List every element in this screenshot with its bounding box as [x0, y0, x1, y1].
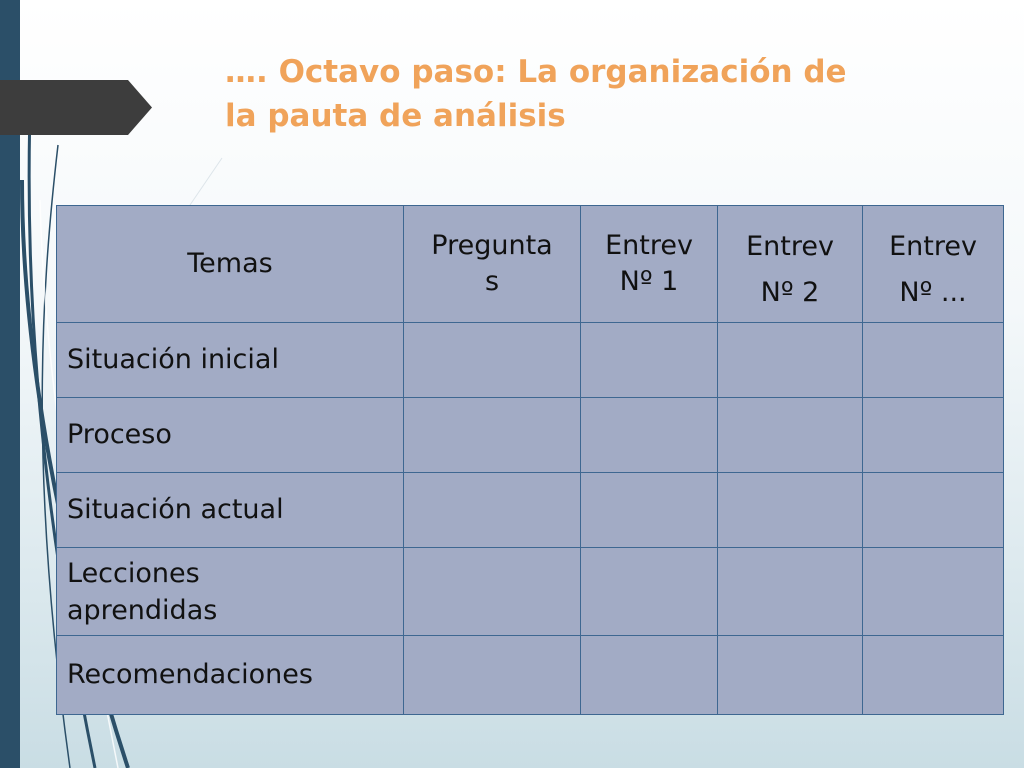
- table-cell: [718, 323, 863, 398]
- table-cell: [718, 398, 863, 473]
- row-label-situacion-inicial: Situación inicial: [57, 323, 404, 398]
- table-header-row: [57, 206, 1004, 323]
- table-cell: [718, 548, 863, 636]
- header-preguntas: Pregunta s: [404, 206, 581, 323]
- table-cell: [404, 548, 581, 636]
- table-cell: [718, 473, 863, 548]
- header-temas: [57, 206, 404, 323]
- slide-title-line-2: la pauta de análisis: [225, 98, 566, 134]
- row-label-situacion-actual: Situación actual: [57, 473, 404, 548]
- table-cell: [581, 636, 718, 715]
- table-cell: [404, 398, 581, 473]
- row-label-lecciones-aprendidas: Lecciones aprendidas: [57, 548, 404, 636]
- table-cell: [718, 636, 863, 715]
- table-row: [57, 636, 1004, 715]
- table-row: [57, 473, 1004, 548]
- slide-title-line-1: …. Octavo paso: La organización de: [225, 54, 847, 90]
- table-row: [57, 548, 1004, 636]
- header-entrev-2: Entrev Nº 2: [718, 206, 863, 323]
- arrow-tab-decoration: [0, 80, 152, 135]
- table-row: [57, 398, 1004, 473]
- header-temas-label: Temas: [187, 248, 273, 279]
- table-cell: [863, 323, 1004, 398]
- header-entrev-1: Entrev Nº 1: [581, 206, 718, 323]
- row-label-recomendaciones: Recomendaciones: [57, 636, 404, 715]
- table-cell: [863, 548, 1004, 636]
- table-cell: [404, 473, 581, 548]
- table-cell: [863, 398, 1004, 473]
- table-cell: [863, 473, 1004, 548]
- table-cell: [404, 636, 581, 715]
- table-cell: [863, 636, 1004, 715]
- table-cell: [404, 323, 581, 398]
- header-entrev-n: Entrev Nº ...: [863, 206, 1004, 323]
- table-cell: [581, 398, 718, 473]
- row-label-proceso: Proceso: [57, 398, 404, 473]
- table-cell: [581, 323, 718, 398]
- slide-title: [225, 50, 985, 138]
- table-cell: [581, 548, 718, 636]
- analysis-guide-table: [56, 205, 1004, 715]
- table-cell: [581, 473, 718, 548]
- table-row: [57, 323, 1004, 398]
